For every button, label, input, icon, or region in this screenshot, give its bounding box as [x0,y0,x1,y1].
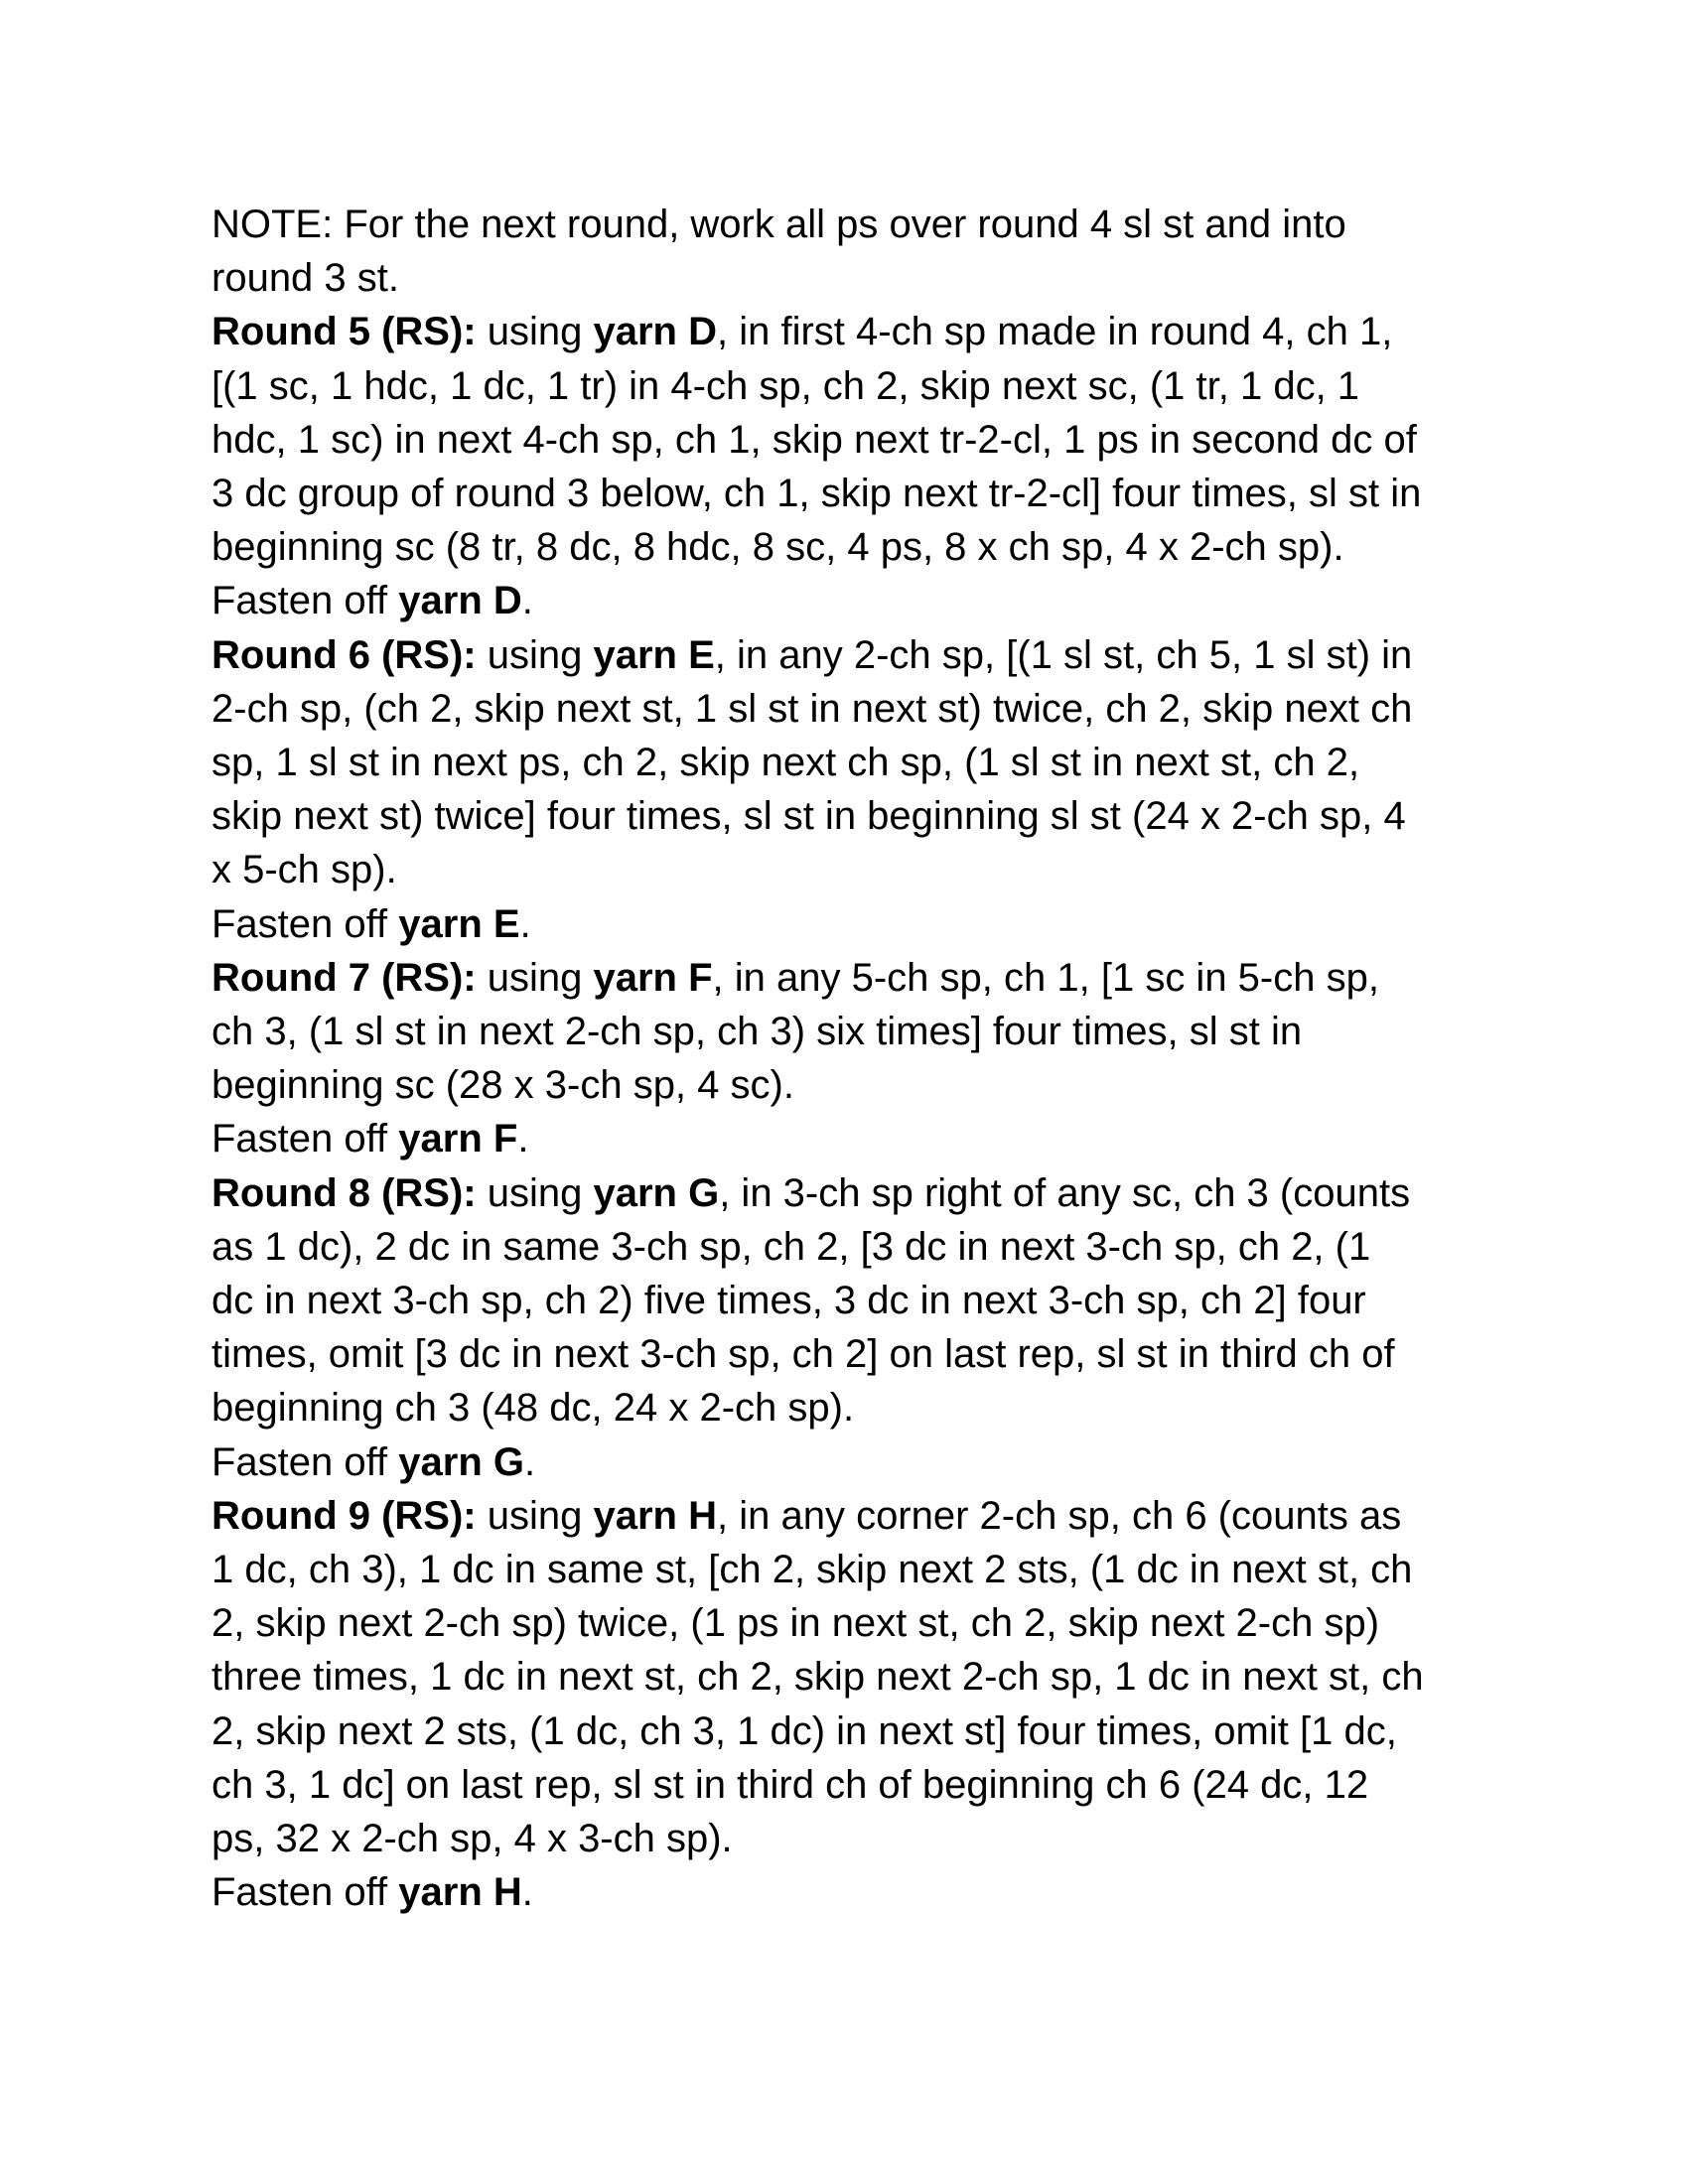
bold-text: yarn E [398,901,520,946]
text-line [211,1005,1502,1058]
text-run: skip next st) twice] four times, sl st in beginning sl st (24 x 2-ch sp, 4 [211,794,1406,839]
text-line [211,467,1502,520]
text-line [211,574,1502,627]
text-line [211,1058,1502,1112]
text-line [211,789,1502,843]
text-run: times, omit [3 dc in next 3-ch sp, ch 2] on last rep, sl st in third ch of [211,1332,1395,1377]
text-run: three times, 1 dc in next st, ch 2, skip next 2-ch sp, 1 dc in next st, ch [211,1655,1424,1700]
text-line [211,359,1502,413]
bold-text: yarn F [593,955,713,1000]
text-run: using [476,632,594,677]
text-run: 2, skip next 2 sts, (1 dc, ch 3, 1 dc) in next st] four times, omit [1 dc, [211,1708,1397,1753]
text-run: , in any corner 2-ch sp, ch 6 (counts as [716,1493,1402,1538]
text-run: . [521,579,533,623]
text-run: Fasten off [211,1117,399,1161]
text-line [211,1812,1502,1865]
text-run: sp, 1 sl st in next ps, ch 2, skip next ch sp, (1 sl st in next st, ch 2, [211,741,1360,785]
bold-text: yarn G [398,1439,524,1484]
bold-text: yarn H [398,1870,522,1915]
pattern-text [211,198,1502,1920]
text-line [211,951,1502,1005]
text-line [211,1489,1502,1543]
text-run: Fasten off [211,1439,399,1484]
text-run: . [521,1870,533,1915]
text-line [211,1705,1502,1758]
bold-text: Round 7 (RS): [211,955,477,1000]
text-run: Fasten off [211,1870,399,1915]
bold-text: yarn D [398,579,522,623]
text-line [211,1758,1502,1812]
text-run: 2, skip next 2-ch sp) twice, (1 ps in next st, ch 2, skip next 2-ch sp) [211,1601,1380,1646]
bold-text: yarn D [593,310,717,354]
text-line [211,897,1502,951]
text-run: dc in next 3-ch sp, ch 2) five times, 3 dc in next 3-ch sp, ch 2] four [211,1279,1366,1323]
text-run: 1 dc, ch 3), 1 dc in same st, [ch 2, skip next 2 sts, (1 dc in next st, ch [211,1548,1413,1592]
text-line [211,1274,1502,1327]
text-run: 3 dc group of round 3 below, ch 1, skip next tr-2-cl] four times, sl st in [211,472,1422,516]
bold-text: Round 5 (RS): [211,310,477,354]
bold-text: yarn E [593,632,715,677]
text-run: . [519,901,531,946]
text-run: beginning sc (28 x 3-ch sp, 4 sc). [211,1063,794,1108]
text-run: beginning ch 3 (48 dc, 24 x 2-ch sp). [211,1386,855,1431]
text-line [211,251,1502,305]
text-line [211,1112,1502,1165]
text-line [211,1327,1502,1381]
text-run: using [476,955,594,1000]
text-run: hdc, 1 sc) in next 4-ch sp, ch 1, skip next tr-2-cl, 1 ps in second dc of [211,417,1417,462]
text-run: , in any 2-ch sp, [(1 sl st, ch 5, 1 sl st) in [714,632,1413,677]
bold-text: yarn H [593,1493,717,1538]
text-line [211,628,1502,682]
text-line [211,1543,1502,1596]
text-line [211,1650,1502,1704]
text-run: using [476,1493,594,1538]
text-run: 2-ch sp, (ch 2, skip next st, 1 sl st in next st) twice, ch 2, skip next ch [211,686,1413,731]
text-line [211,1435,1502,1489]
text-run: x 5-ch sp). [211,848,397,892]
text-line [211,413,1502,467]
text-run: as 1 dc), 2 dc in same 3-ch sp, ch 2, [3 dc in next 3-ch sp, ch 2, (1 [211,1224,1371,1269]
text-line [211,1381,1502,1434]
text-run: Fasten off [211,579,399,623]
text-run: ps, 32 x 2-ch sp, 4 x 3-ch sp). [211,1817,733,1861]
bold-text: Round 8 (RS): [211,1170,477,1215]
text-run: ch 3, 1 dc] on last rep, sl st in third ch of beginning ch 6 (24 dc, 12 [211,1762,1369,1807]
text-line [211,1596,1502,1650]
bold-text: yarn G [593,1170,720,1215]
bold-text: Round 9 (RS): [211,1493,477,1538]
text-run: . [517,1117,529,1161]
text-run: using [476,1170,594,1215]
text-line [211,736,1502,789]
text-line [211,520,1502,574]
text-line [211,682,1502,736]
text-run: round 3 st. [211,256,400,301]
text-run: Fasten off [211,901,399,946]
text-run: NOTE: For the next round, work all ps over round 4 sl st and into [211,203,1346,246]
text-line [211,1865,1502,1919]
text-run: , in 3-ch sp right of any sc, ch 3 (counts [719,1170,1411,1215]
text-run: using [476,310,594,354]
bold-text: Round 6 (RS): [211,632,477,677]
text-run: [(1 sc, 1 hdc, 1 dc, 1 tr) in 4-ch sp, ch 2, skip next sc, (1 tr, 1 dc, 1 [211,363,1360,408]
text-line [211,198,1502,251]
text-line [211,305,1502,358]
bold-text: yarn F [398,1117,518,1161]
text-run: , in any 5-ch sp, ch 1, [1 sc in 5-ch sp, [712,955,1379,1000]
text-line [211,1166,1502,1220]
text-run: , in first 4-ch sp made in round 4, ch 1, [716,310,1393,354]
text-line [211,843,1502,896]
text-run: . [523,1439,536,1484]
text-line [211,1220,1502,1274]
text-run: beginning sc (8 tr, 8 dc, 8 hdc, 8 sc, 4 ps, 8 x ch sp, 4 x 2-ch sp). [211,525,1344,570]
text-run: ch 3, (1 sl st in next 2-ch sp, ch 3) six times] four times, sl st in [211,1010,1303,1054]
